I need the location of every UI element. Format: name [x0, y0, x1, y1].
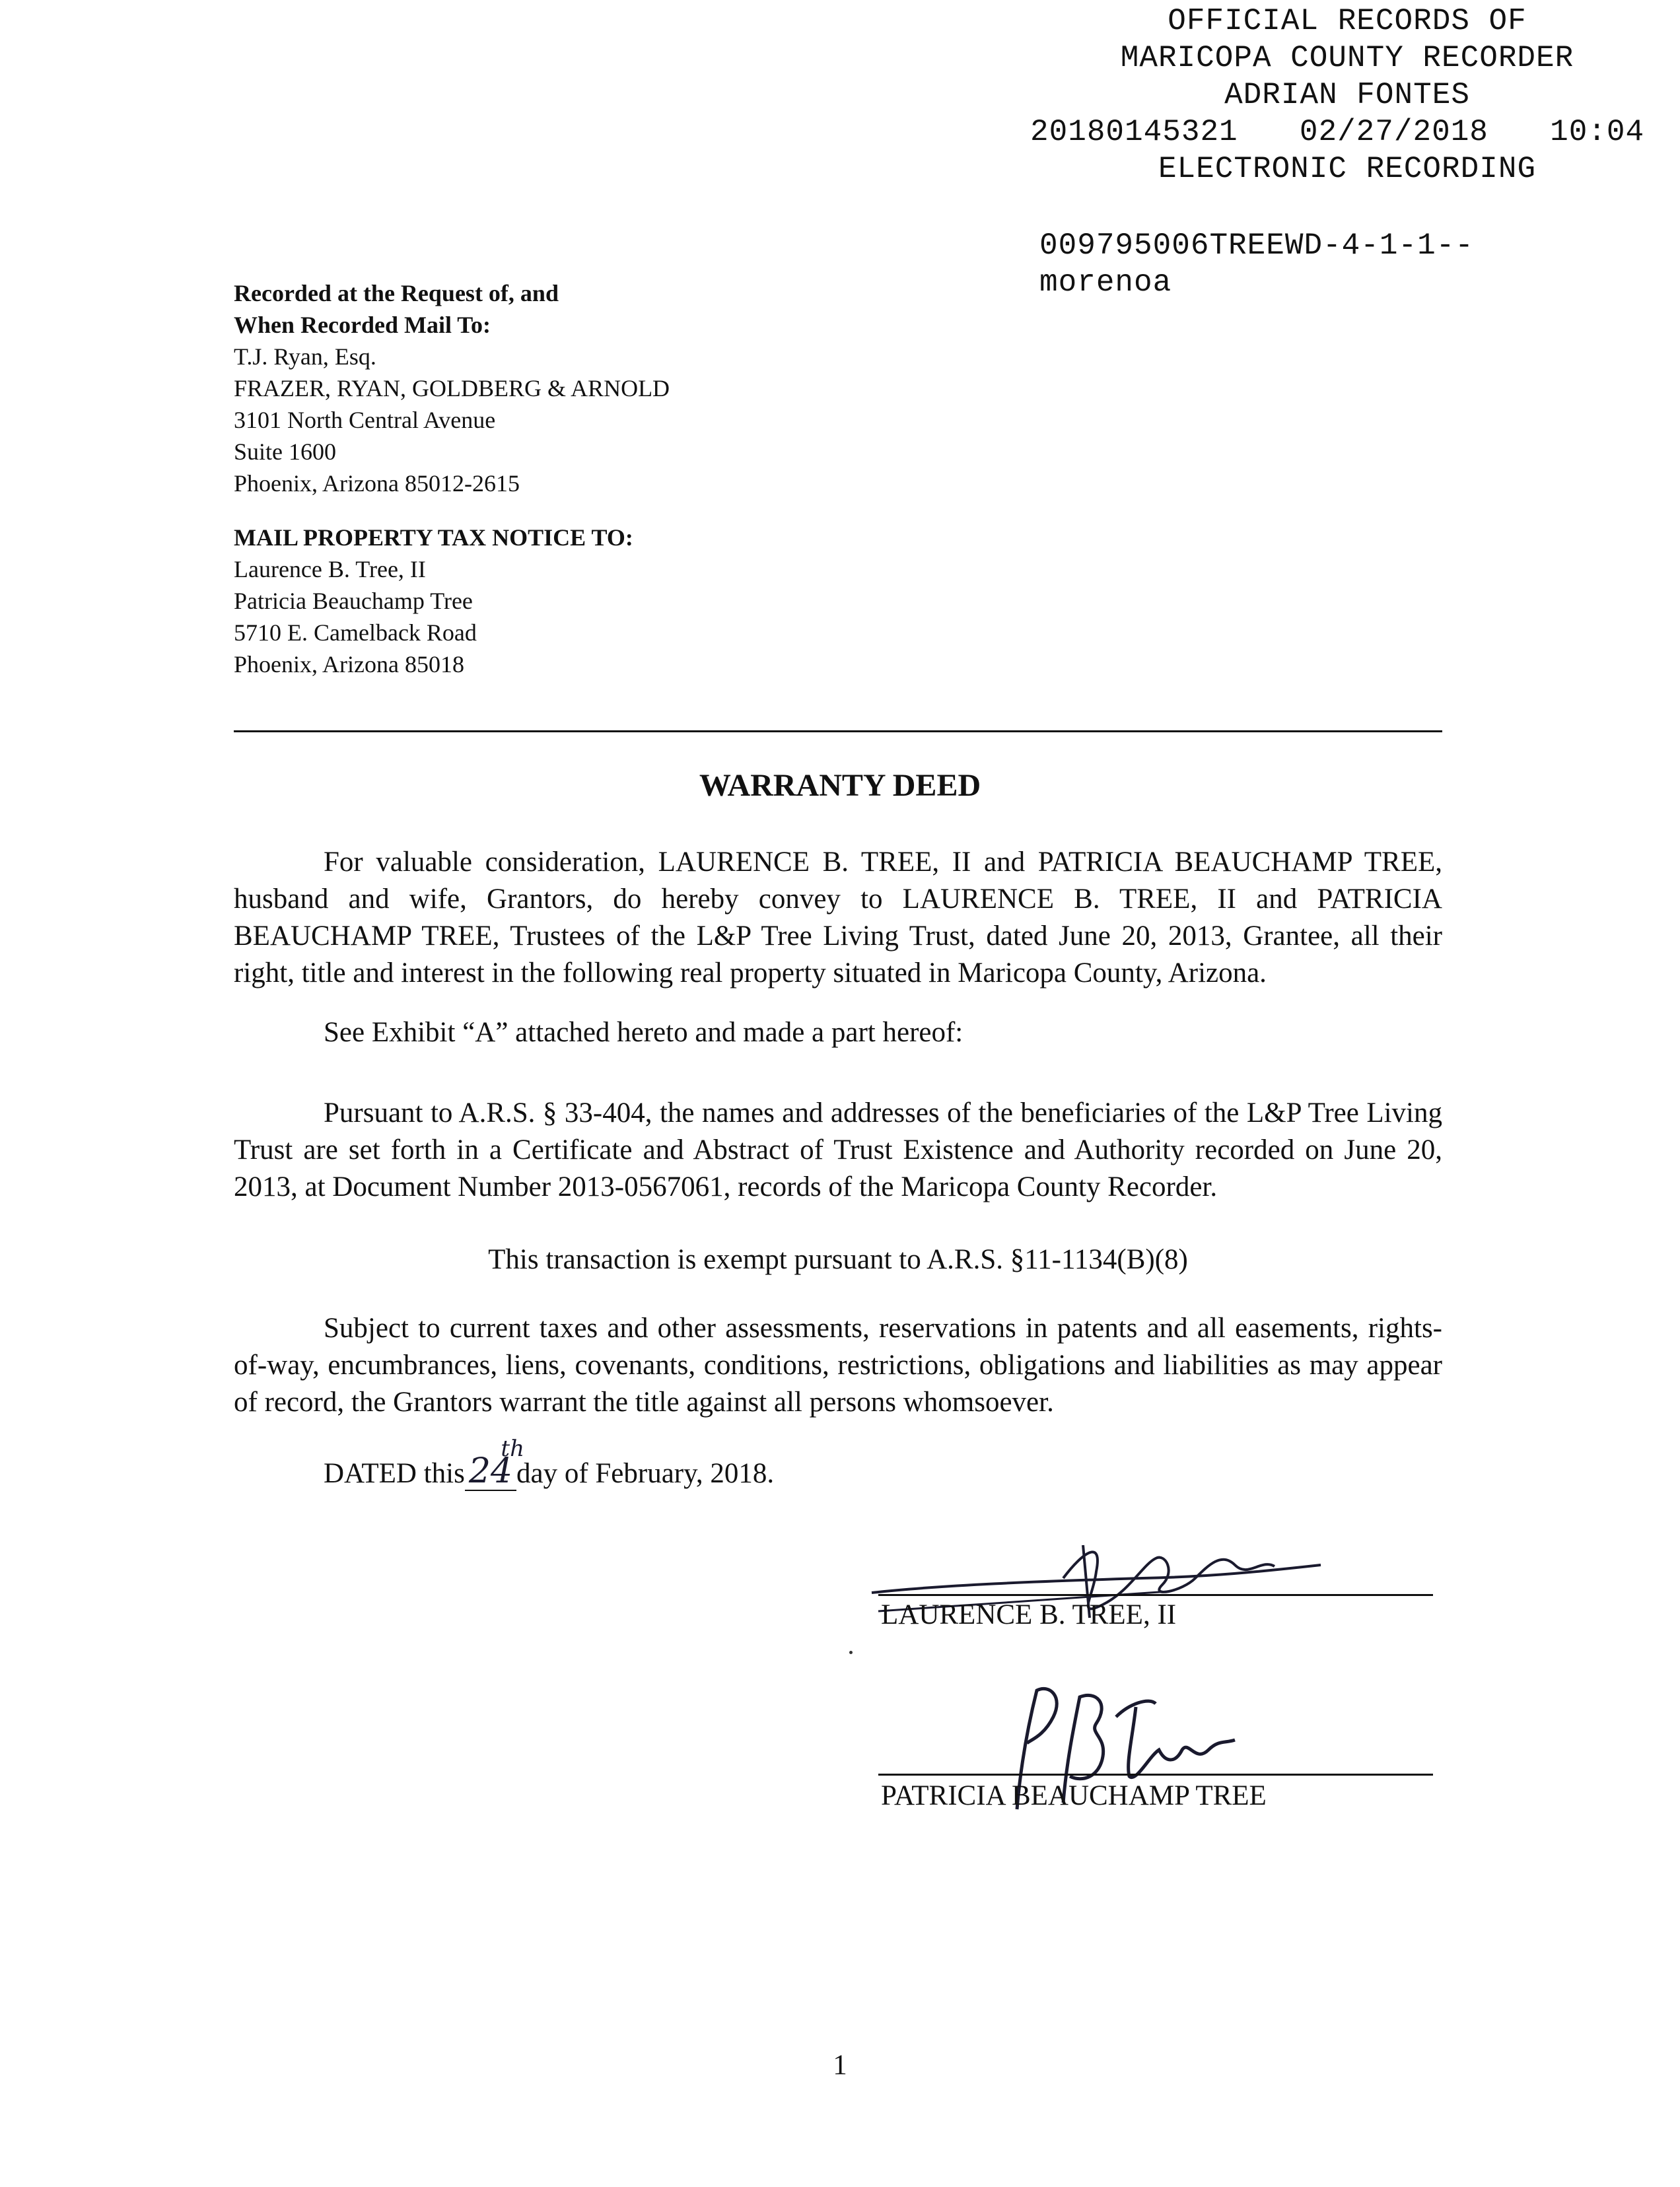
handwritten-day — [465, 1436, 524, 1491]
header-divider — [234, 730, 1442, 732]
tax-notice-address-line: Laurence B. Tree, II — [234, 556, 426, 582]
conveyance-paragraph: For valuable consideration, LAURENCE B. TREE, II and PATRICIA BEAUCHAMP TREE, husband and wife, Grantors, do hereby convey to LAURENCE B. TREE, II and PATRICIA BEAUCHAMP TREE, Trustees of the L&P Tree Living Trust, dated June 20, 2013, Grantee, all their right, title and interest in the following real property situated in Maricopa County, Arizona. — [234, 847, 1442, 989]
exhibit-paragraph: See Exhibit “A” attached hereto and made a part hereof: — [324, 1017, 963, 1048]
exemption-paragraph: This transaction is exempt pursuant to A.R.S. §11-1134(B)(8) — [488, 1244, 1188, 1275]
signer-name-patricia: PATRICIA BEAUCHAMP TREE — [881, 1780, 1267, 1811]
tax-notice-block — [234, 522, 633, 680]
stamp-line-county-recorder: MARICOPA COUNTY RECORDER — [1120, 41, 1574, 75]
stamp-line-electronic-recording: ELECTRONIC RECORDING — [1158, 152, 1537, 186]
dated-line — [324, 1436, 775, 1492]
beneficiaries-paragraph: Pursuant to A.R.S. § 33-404, the names and addresses of the beneficiaries of the L&P Tree Living Trust are set forth in a Certificate and Abstract of Trust Existence and Authority recorded on June 20, 2013, at Document Number 2013-0567061, records of the Maricopa County Recorder. — [234, 1097, 1442, 1202]
handwritten-day-suffix: th — [501, 1436, 524, 1462]
dated-suffix: day of February, 2018. — [516, 1458, 775, 1489]
tax-notice-address-line: Patricia Beauchamp Tree — [234, 588, 473, 614]
recorded-request-heading: Recorded at the Request of, and — [234, 280, 559, 306]
stamp-line-official-records: OFFICIAL RECORDS OF — [1168, 4, 1527, 38]
page-number: 1 — [833, 2050, 847, 2081]
signature-line-laurence — [878, 1594, 1433, 1596]
tax-notice-address-line: 5710 E. Camelback Road — [234, 619, 477, 646]
stamp-code-line: 009795006TREEWD-4-1-1-- — [1039, 228, 1474, 263]
recorded-address-line: Suite 1600 — [234, 438, 337, 465]
recorded-address-line: T.J. Ryan, Esq. — [234, 343, 376, 370]
signature-line-patricia — [878, 1774, 1433, 1776]
dated-prefix: DATED this — [324, 1458, 465, 1489]
warranty-paragraph: Subject to current taxes and other assessments, reservations in patents and all easements, rights-of-way, encumbrances, liens, covenants, conditions, restrictions, obligations and liabilities as may appear of record, the Grantors warrant the title against all persons whomsoever. — [234, 1313, 1442, 1418]
recorded-request-block — [234, 277, 670, 499]
scan-speck — [849, 1651, 853, 1654]
signer-name-laurence: LAURENCE B. TREE, II — [881, 1599, 1177, 1630]
document-title: WARRANTY DEED — [699, 768, 981, 803]
tax-notice-heading: MAIL PROPERTY TAX NOTICE TO: — [234, 524, 633, 551]
recorded-address-line: FRAZER, RYAN, GOLDBERG & ARNOLD — [234, 375, 670, 401]
stamp-line-recorder-name: ADRIAN FONTES — [1224, 78, 1470, 112]
tax-notice-address-line: Phoenix, Arizona 85018 — [234, 651, 464, 677]
recorded-mail-to-heading: When Recorded Mail To: — [234, 312, 491, 338]
recorded-address-line: Phoenix, Arizona 85012-2615 — [234, 470, 520, 497]
handwritten-day-number: 24 — [468, 1451, 512, 1491]
recorded-address-line: 3101 North Central Avenue — [234, 407, 496, 433]
stamp-user-line: morenoa — [1039, 265, 1172, 300]
recorder-stamp — [1030, 3, 1664, 188]
stamp-line-record-number-date: 20180145321 02/27/2018 10:04 — [1030, 115, 1645, 149]
stamp-document-code — [1039, 227, 1474, 301]
